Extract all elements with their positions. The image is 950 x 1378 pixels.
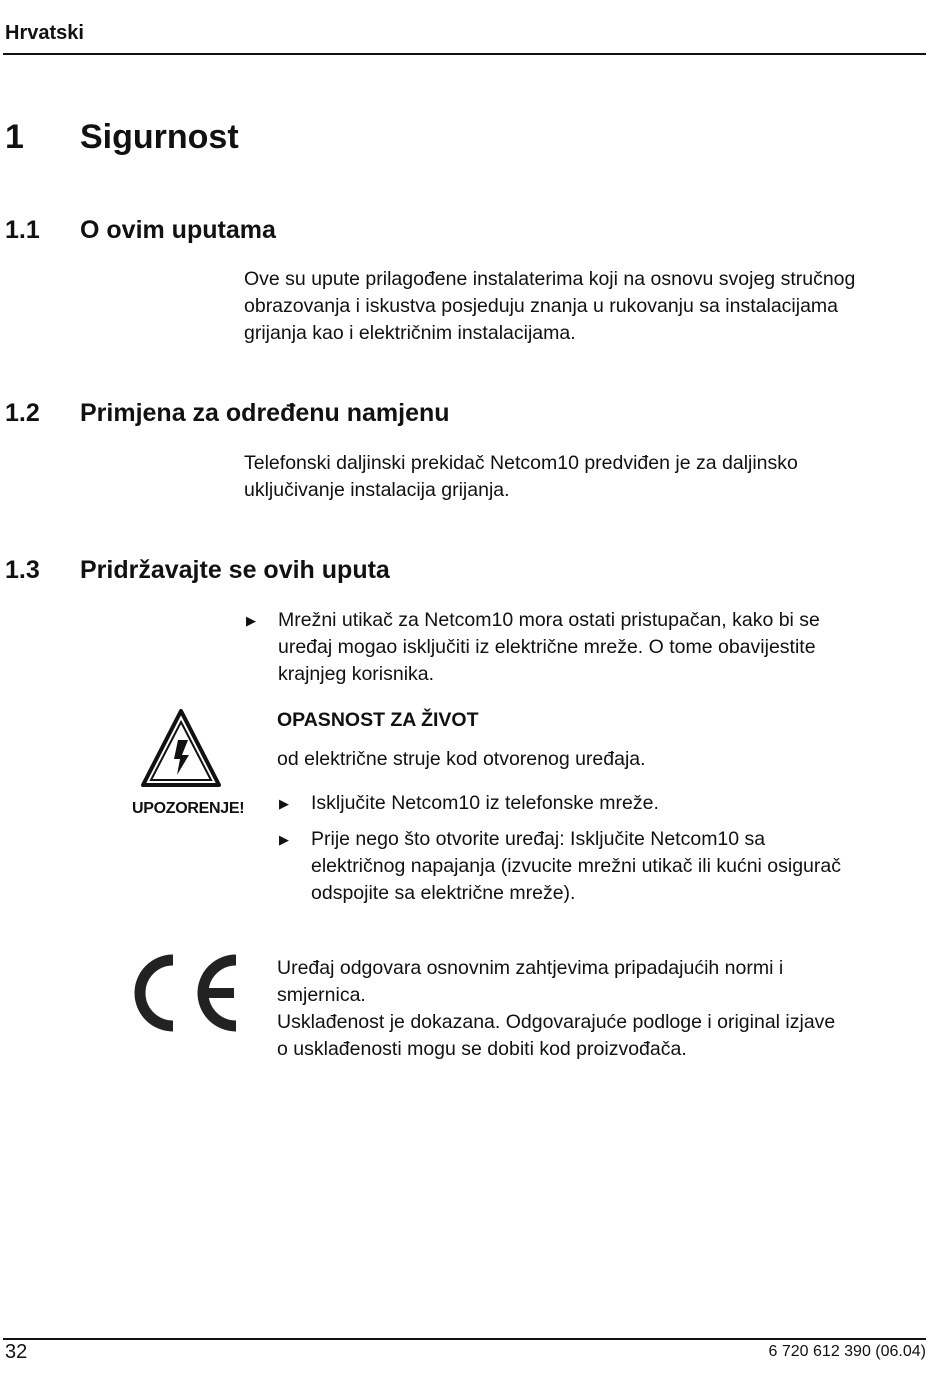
section-1-1-number: 1.1 [5, 216, 40, 244]
document-code: 6 720 612 390 (06.04) [768, 1343, 926, 1360]
text-line: Usklađenost je dokazana. Odgovarajuće podloge i original izjave [277, 1011, 836, 1033]
text-line: Ove su upute prilagođene instalaterima koji na osnovu svojeg stručnog [244, 268, 856, 290]
footer-divider [3, 1338, 926, 1340]
ce-declaration [277, 955, 835, 1063]
warning-bullet [311, 790, 659, 817]
text-line: krajnjeg korisnika. [278, 663, 435, 685]
text-line: Isključite Netcom10 iz telefonske mreže. [311, 792, 659, 814]
warning-caption: UPOZORENJE! [132, 800, 245, 817]
section-1-2-number: 1.2 [5, 399, 40, 427]
chapter-title: Sigurnost [80, 118, 239, 156]
chapter-number: 1 [5, 118, 24, 156]
page-number: 32 [5, 1341, 28, 1363]
text-line: Telefonski daljinski prekidač Netcom10 predviđen je za daljinsko [244, 452, 798, 474]
text-line: odspojite sa električne mreže). [311, 882, 576, 904]
text-line: Mrežni utikač za Netcom10 mora ostati pristupačan, kako bi se [278, 609, 820, 631]
text-line: električnog napajanja (izvucite mrežni utikač ili kućni osigurač [311, 855, 841, 877]
text-line: Uređaj odgovara osnovnim zahtjevima pripadajućih normi i [277, 957, 784, 979]
section-1-2-body [244, 450, 798, 504]
section-1-1-body [244, 266, 855, 347]
text-line: o usklađenosti mogu se dobiti kod proizvođača. [277, 1038, 687, 1060]
section-1-3-bullet [278, 607, 820, 688]
warning-bullet [311, 826, 841, 907]
section-1-2-title: Primjena za određenu namjenu [80, 399, 450, 427]
header-language: Hrvatski [5, 22, 84, 44]
section-1-1-title: O ovim uputama [80, 216, 276, 244]
text-line: uključivanje instalacija grijanja. [244, 479, 510, 501]
section-1-3-number: 1.3 [5, 556, 40, 584]
text-line: smjernica. [277, 984, 366, 1006]
bullet-triangle-icon: ▶ [246, 613, 256, 628]
bullet-triangle-icon: ▶ [279, 832, 289, 847]
warning-title: OPASNOST ZA ŽIVOT [277, 709, 479, 731]
section-1-3-title: Pridržavajte se ovih uputa [80, 556, 390, 584]
header-divider [3, 53, 926, 55]
text-line: uređaj mogao isključiti iz električne mreže. O tome obavijestite [278, 636, 816, 658]
text-line: grijanja kao i električnim instalacijama. [244, 322, 576, 344]
ce-mark-icon [132, 951, 242, 1035]
warning-subtitle: od električne struje kod otvorenog uređaja. [277, 748, 646, 770]
text-line: obrazovanja i iskustva posjeduju znanja u rukovanju sa instalacijama [244, 295, 839, 317]
bullet-triangle-icon: ▶ [279, 796, 289, 811]
text-line: Prije nego što otvorite uređaj: Isključite Netcom10 sa [311, 828, 766, 850]
electric-hazard-icon [140, 708, 222, 788]
